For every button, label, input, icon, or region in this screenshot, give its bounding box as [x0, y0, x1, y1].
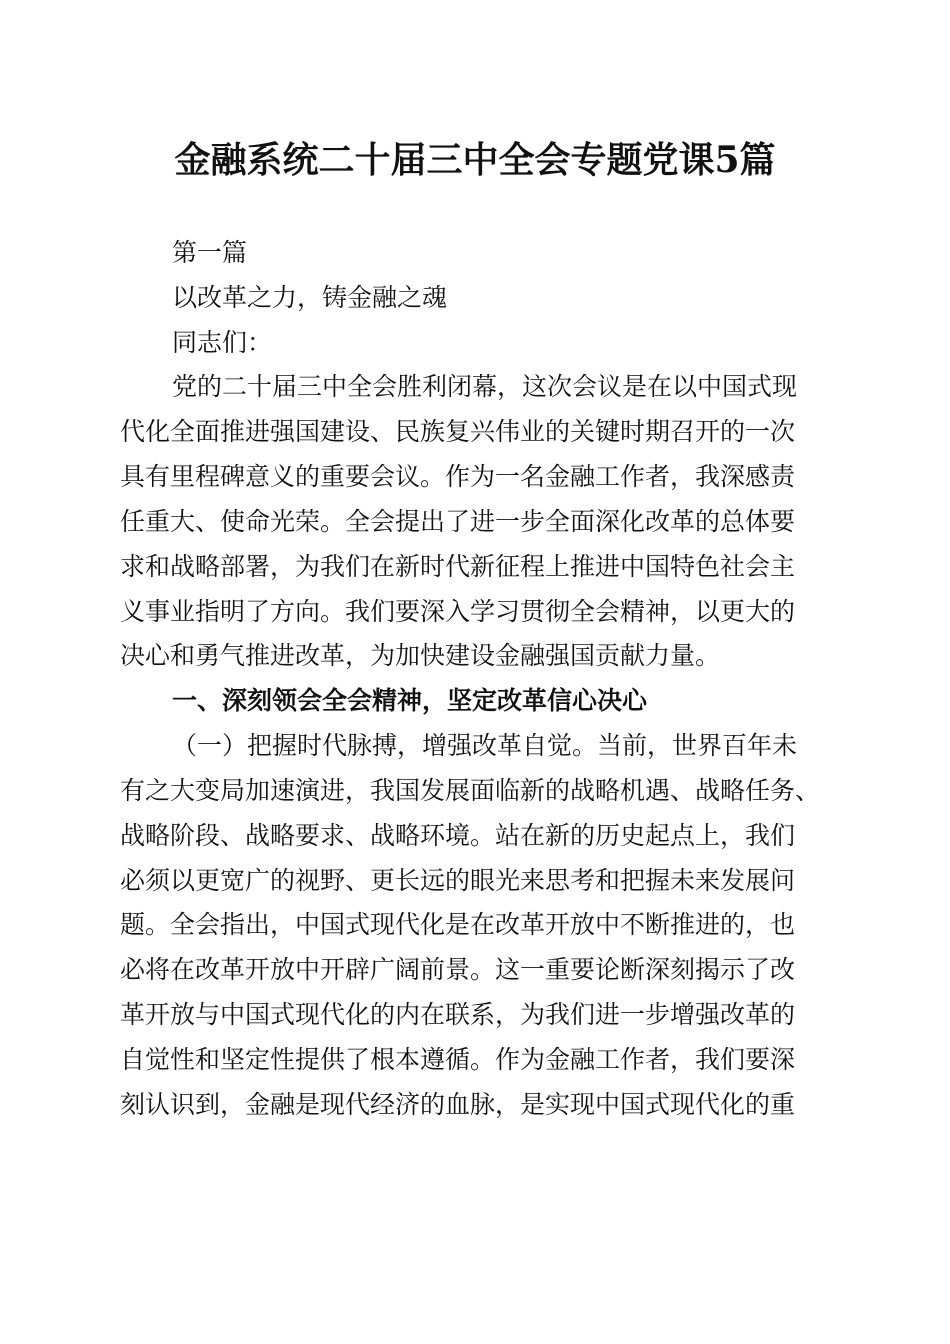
paragraph-line: 具有里程碑意义的重要会议。作为一名金融工作者，我深感责: [120, 462, 796, 491]
paragraph-line: 必须以更宽广的视野、更长远的眼光来思考和把握未来发展问: [120, 866, 796, 895]
paragraph-line: 自觉性和坚定性提供了根本遵循。作为金融工作者，我们要深: [120, 1045, 796, 1074]
paragraph-line: 刻认识到，金融是现代经济的血脉，是实现中国式现代化的重: [120, 1090, 796, 1119]
salutation: 同志们：: [172, 328, 273, 357]
paragraph-line: 必将在改革开放中开辟广阔前景。这一重要论断深刻揭示了改: [120, 955, 796, 984]
section-heading: 一、深刻领会全会精神，坚定改革信心决心: [172, 686, 648, 715]
paragraph-line: 代化全面推进强国建设、民族复兴伟业的关键时期召开的一次: [120, 417, 796, 446]
paragraph-line: 革开放与中国式现代化的内在联系，为我们进一步增强改革的: [120, 1000, 796, 1029]
paragraph-line: （一）把握时代脉搏，增强改革自觉。当前，世界百年未: [172, 731, 798, 760]
document-title: 金融系统二十届三中全会专题党课5篇: [174, 139, 776, 181]
paragraph-line: 题。全会指出，中国式现代化是在改革开放中不断推进的，也: [120, 910, 796, 939]
section-label: 第一篇: [172, 238, 248, 267]
paragraph-line: 决心和勇气推进改革，为加快建设金融强国贡献力量。: [120, 641, 721, 670]
subtitle: 以改革之力，铸金融之魂: [172, 283, 448, 312]
paragraph-line: 党的二十届三中全会胜利闭幕，这次会议是在以中国式现: [172, 372, 798, 401]
paragraph-line: 求和战略部署，为我们在新时代新征程上推进中国特色社会主: [120, 552, 796, 581]
paragraph-line: 义事业指明了方向。我们要深入学习贯彻全会精神，以更大的: [120, 597, 796, 626]
paragraph-line: 战略阶段、战略要求、战略环境。站在新的历史起点上，我们: [120, 821, 796, 850]
paragraph-line: 任重大、使命光荣。全会提出了进一步全面深化改革的总体要: [120, 507, 796, 536]
paragraph-line: 有之大变局加速演进，我国发展面临新的战略机遇、战略任务、: [120, 776, 821, 805]
